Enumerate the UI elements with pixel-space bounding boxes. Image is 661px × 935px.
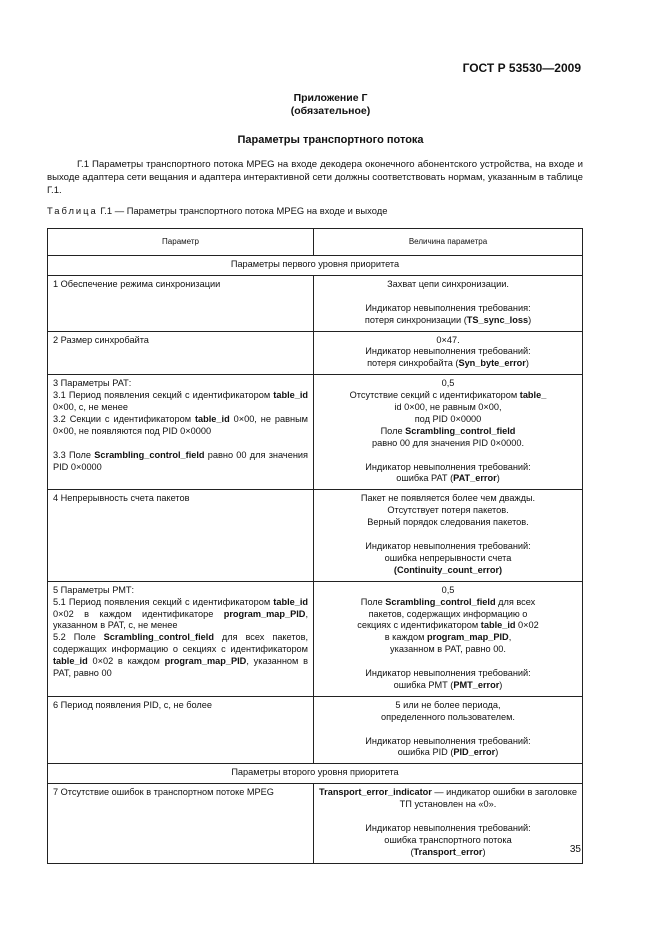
- value-line: в каждом program_map_PID,: [384, 632, 512, 643]
- value-line: 0×47.: [436, 334, 460, 345]
- value-line: Индикатор невыполнения требований:: [365, 668, 531, 679]
- annex-heading: [0, 92, 661, 118]
- value-line: потеря синхробайта (Syn_byte_error): [367, 358, 529, 369]
- param-line: 5.2 Поле Scrambling_control_field для всех пакетов, содержащих информацию о секциях с идентификатором table_id 0×02 в каждом program_map_PID, указанном в РАТ, равно 00: [53, 632, 309, 679]
- value-line: Индикатор невыполнения требований:: [365, 822, 531, 833]
- value-line: Пакет не появляется более чем дважды.: [360, 493, 536, 504]
- param-cell: 4 Непрерывность счета пакетов: [48, 490, 314, 581]
- value-line: секциях с идентификатором table_id 0×02: [357, 620, 539, 631]
- annex-status: (обязательное): [290, 105, 371, 117]
- param-cell: 2 Размер синхробайта: [48, 331, 314, 375]
- table-row: [48, 331, 583, 375]
- value-line: определенного пользователем.: [381, 711, 515, 722]
- header-value: Величина параметра: [314, 229, 583, 256]
- value-line: ошибка РМТ (PMT_error): [393, 679, 503, 690]
- value-line: id 0×00, не равным 0×00,: [394, 402, 502, 413]
- value-line: ошибка РАТ (PAT_error): [396, 473, 500, 484]
- standard-number: ГОСТ Р 53530—2009: [462, 61, 581, 75]
- value-line: Поле Scrambling_control_field для всех: [360, 596, 536, 607]
- table-row: [48, 375, 583, 490]
- param-line: 3.3 Поле Scrambling_control_field равно 00 для значения PID 0×0000: [53, 449, 308, 472]
- value-cell: [314, 375, 583, 490]
- value-cell: [314, 490, 583, 581]
- value-cell: [314, 696, 583, 764]
- value-line: Захват цепи синхронизации.: [387, 278, 509, 289]
- value-cell: [314, 331, 583, 375]
- table-header-row: [48, 229, 583, 256]
- value-line: (Continuity_count_error): [393, 564, 503, 575]
- param-line: 3.1 Период появления секций с идентификатором table_id 0×00, с, не менее: [53, 390, 308, 413]
- value-line: ошибка PID (PID_error): [397, 747, 499, 758]
- param-line: 5 Параметры РМТ:: [53, 584, 135, 595]
- table-caption: [47, 205, 387, 216]
- table-row: [48, 784, 583, 863]
- value-line: под PID 0×0000: [414, 413, 482, 424]
- value-line: Верный порядок следования пакетов.: [367, 517, 529, 528]
- value-line: Индикатор невыполнения требований:: [365, 540, 531, 551]
- param-cell: 1 Обеспечение режима синхронизации: [48, 275, 314, 331]
- value-line: ошибка непрерывности счета: [384, 552, 512, 563]
- table-row: [48, 581, 583, 696]
- table-row: [48, 275, 583, 331]
- page-number: 35: [569, 844, 581, 855]
- value-line: указанном в РАТ, равно 00.: [390, 644, 506, 655]
- value-line: Отсутствие секций с идентификатором table_: [349, 390, 547, 401]
- annex-title: Приложение Г: [293, 92, 368, 104]
- param-line: 3.2 Секции с идентификатором table_id 0×00, не равным 0×00, не появляются под PID 0×0000: [53, 413, 309, 436]
- section-title: Параметры транспортного потока: [237, 134, 424, 146]
- value-line: Индикатор невыполнения требования:: [365, 302, 531, 313]
- table-caption-label: Таблица: [47, 205, 98, 216]
- parameters-table: [47, 228, 583, 864]
- header-parameter: Параметр: [48, 229, 314, 256]
- table-caption-text: Г.1 — Параметры транспортного потока MPEG на входе и выходе: [100, 205, 388, 216]
- intro-paragraph: Г.1 Параметры транспортного потока MPEG на входе декодера оконечного абонентского устройства, на входе и выходе адаптера сети вещания и адаптера интерактивной сети должны соответствовать нормам, указанным в таблице Г.1.: [47, 159, 583, 196]
- value-line: равно 00 для значения PID 0×0000.: [371, 437, 524, 448]
- group-row: [48, 256, 583, 276]
- value-line: Индикатор невыполнения требований:: [365, 735, 531, 746]
- table-row: [48, 490, 583, 581]
- value-line: Индикатор невыполнения требований:: [365, 461, 531, 472]
- param-cell: 7 Отсутствие ошибок в транспортном потоке MPEG: [48, 784, 314, 863]
- param-cell: [48, 581, 314, 696]
- param-cell: 6 Период появления PID, с, не более: [48, 696, 314, 764]
- value-line: потеря синхронизации (TS_sync_loss): [364, 314, 532, 325]
- param-line: 5.1 Период появления секций с идентификатором table_id 0×02 в каждом идентификаторе program_map_PID, указанном в РАТ, с, не менее: [53, 596, 308, 631]
- value-line: (Transport_error): [410, 846, 486, 857]
- value-line: ошибка транспортного потока: [384, 834, 512, 845]
- value-line: 5 или не более периода,: [395, 699, 501, 710]
- value-cell: [314, 784, 583, 863]
- value-line: Индикатор невыполнения требований:: [365, 346, 531, 357]
- value-line: 0,5: [441, 584, 455, 595]
- value-line: Transport_error_indicator — индикатор ошибки в заголовке ТП установлен на «0».: [319, 787, 577, 810]
- group-priority-2: Параметры второго уровня приоритета: [48, 764, 583, 784]
- value-line: 0,5: [441, 378, 455, 389]
- value-line: пакетов, содержащих информацию о: [368, 608, 528, 619]
- param-line: 3 Параметры РАТ:: [53, 378, 132, 389]
- group-row: [48, 764, 583, 784]
- value-line: Отсутствует потеря пакетов.: [387, 505, 509, 516]
- value-line: Поле Scrambling_control_field: [380, 425, 516, 436]
- param-cell: [48, 375, 314, 490]
- value-cell: [314, 275, 583, 331]
- value-cell: [314, 581, 583, 696]
- group-priority-1: Параметры первого уровня приоритета: [48, 256, 583, 276]
- table-row: [48, 696, 583, 764]
